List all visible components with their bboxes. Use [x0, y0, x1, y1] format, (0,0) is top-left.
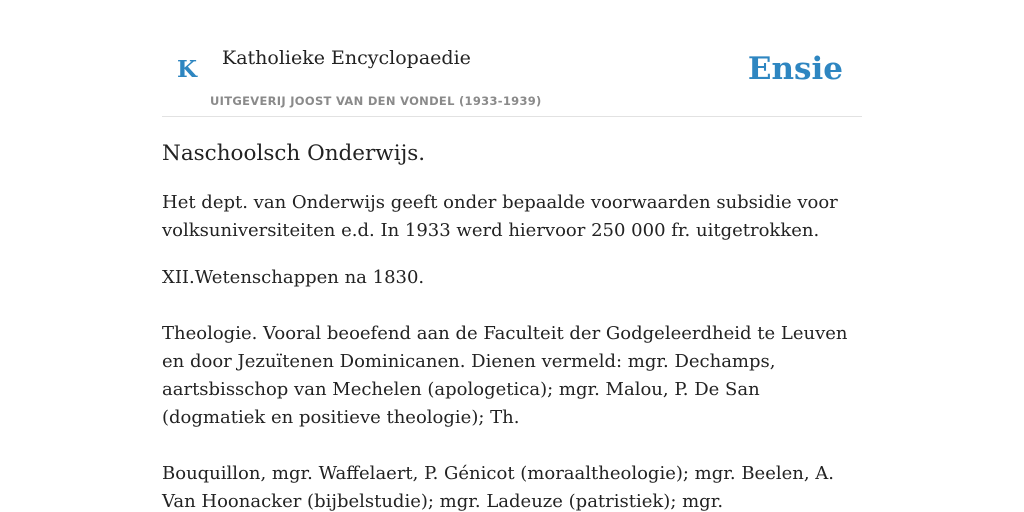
article-paragraph: Theologie. Vooral beoefend aan de Faculteit der Godgeleerdheid te Leuven en door Jezuïtenen Dominicanen. Dienen vermeld: mgr. Dechamps, aartsbisschop van Mechelen (apologetica); mgr. Malou, P. De San (dogmatiek en positieve theologie); Th.	[162, 323, 848, 428]
publisher-label: UITGEVERIJ JOOST VAN DEN VONDEL (1933-1939)	[210, 94, 542, 108]
publication-title[interactable]: Katholieke Encyclopaedie	[222, 47, 471, 69]
article-paragraph: XII.Wetenschappen na 1830.	[162, 267, 425, 288]
logo-icon[interactable]: K	[177, 56, 197, 83]
ensie-brand-logo[interactable]: Ensie	[747, 51, 843, 87]
article-paragraph: Bouquillon, mgr. Waffelaert, P. Génicot (moraaltheologie); mgr. Beelen, A. Van Hoonacker (bijbelstudie); mgr. Ladeuze (patristiek); mgr.	[162, 463, 835, 512]
article-body	[162, 138, 866, 512]
article-title: Naschoolsch Onderwijs.	[162, 141, 426, 166]
article-paragraph: Het dept. van Onderwijs geeft onder bepaalde voorwaarden subsidie voor volksuniversiteiten e.d. In 1933 werd hiervoor 250 000 fr. uitgetrokken.	[162, 192, 838, 241]
site-header	[162, 0, 862, 117]
